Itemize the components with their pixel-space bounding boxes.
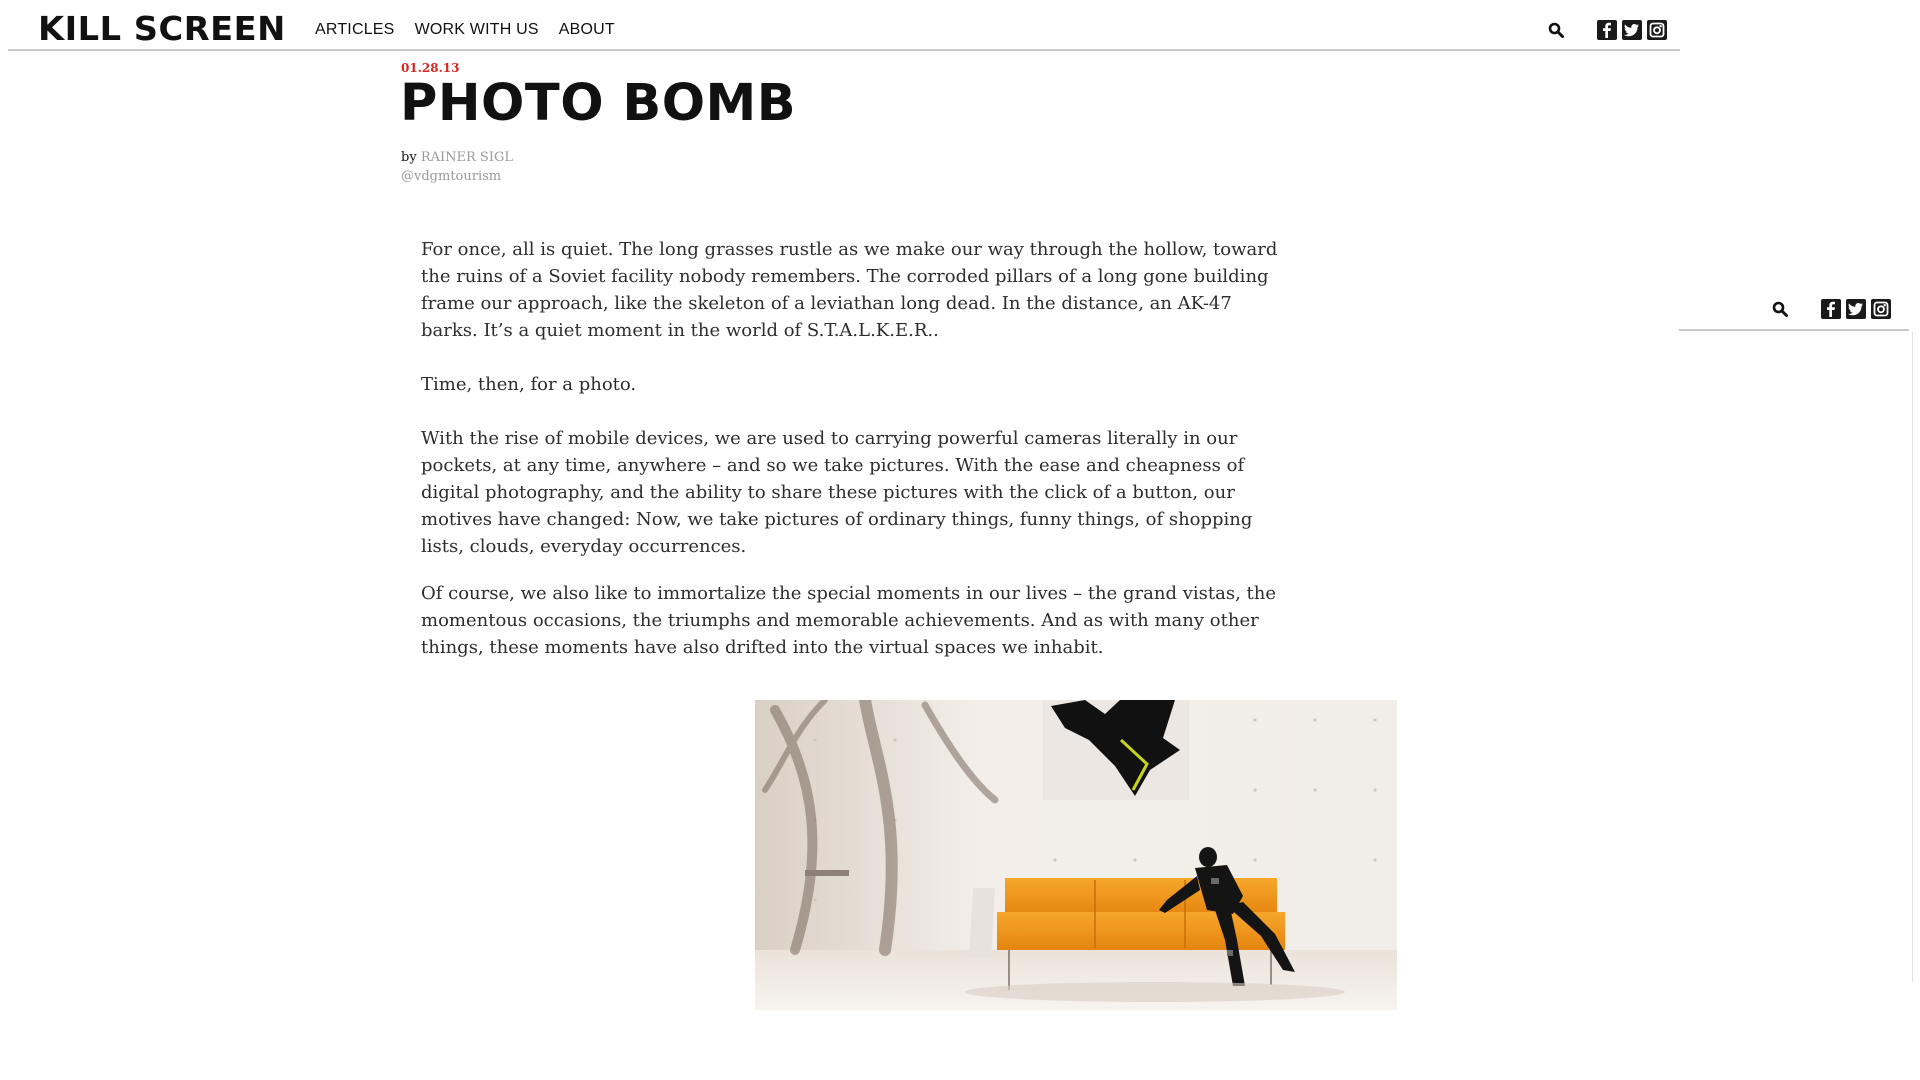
site-logo[interactable]: KILL SCREEN <box>38 9 286 48</box>
nav-work-with-us[interactable]: WORK WITH US <box>414 21 539 38</box>
paragraph: Of course, we also like to immortalize the special moments in our lives – the grand vistas, the momentous occasions, the triumphs and memorable achievements. And as with many other things, these moments have also drifted into the virtual spaces we inhabit. <box>421 583 1277 658</box>
author-link[interactable]: RAINER SIGL <box>420 150 513 165</box>
facebook-icon[interactable] <box>1597 20 1617 40</box>
paragraph: Time, then, for a photo. <box>421 374 637 395</box>
article-date: 01.28.13 <box>401 61 460 75</box>
facebook-icon[interactable] <box>1821 299 1841 319</box>
nav-about[interactable]: ABOUT <box>558 21 615 38</box>
byline <box>401 150 513 165</box>
site-header <box>8 0 1680 51</box>
instagram-icon[interactable] <box>1647 20 1667 40</box>
search-icon[interactable] <box>1769 298 1791 320</box>
instagram-icon[interactable] <box>1871 299 1891 319</box>
article-body <box>421 236 1281 661</box>
paragraph: For once, all is quiet. The long grasses rustle as we make our way through the hollow, toward the ruins of a Soviet facility nobody remembers. The corroded pillars of a long gone building frame our approach, like the skeleton of a leviathan long dead. In the distance, an AK-47 barks. It’s a quiet moment in the world of S.T.A.L.K.E.R.. <box>421 239 1278 341</box>
search-icon[interactable] <box>1545 19 1567 41</box>
nav-articles[interactable]: ARTICLES <box>315 21 395 38</box>
article-image <box>755 700 1397 1010</box>
paragraph: With the rise of mobile devices, we are used to carrying powerful cameras literally in our pockets, at any time, anywhere – and so we take pictures. With the ease and cheapness of digital photography, and the ability to share these pictures with the click of a button, our motives have changed: Now, we take pictures of ordinary things, funny things, of shopping lists, clouds, everyday occurrences. <box>421 428 1253 557</box>
author-handle[interactable]: @vdgmtourism <box>401 169 502 184</box>
header-tools <box>1545 19 1667 41</box>
twitter-icon[interactable] <box>1846 299 1866 319</box>
social-links <box>1597 20 1667 40</box>
byline-prefix: by <box>401 150 417 165</box>
floating-tools-bar <box>1679 294 1909 331</box>
side-divider <box>1912 332 1913 982</box>
social-links <box>1821 299 1891 319</box>
twitter-icon[interactable] <box>1622 20 1642 40</box>
main-nav <box>315 21 615 39</box>
article-title: PHOTO BOMB <box>400 74 797 133</box>
